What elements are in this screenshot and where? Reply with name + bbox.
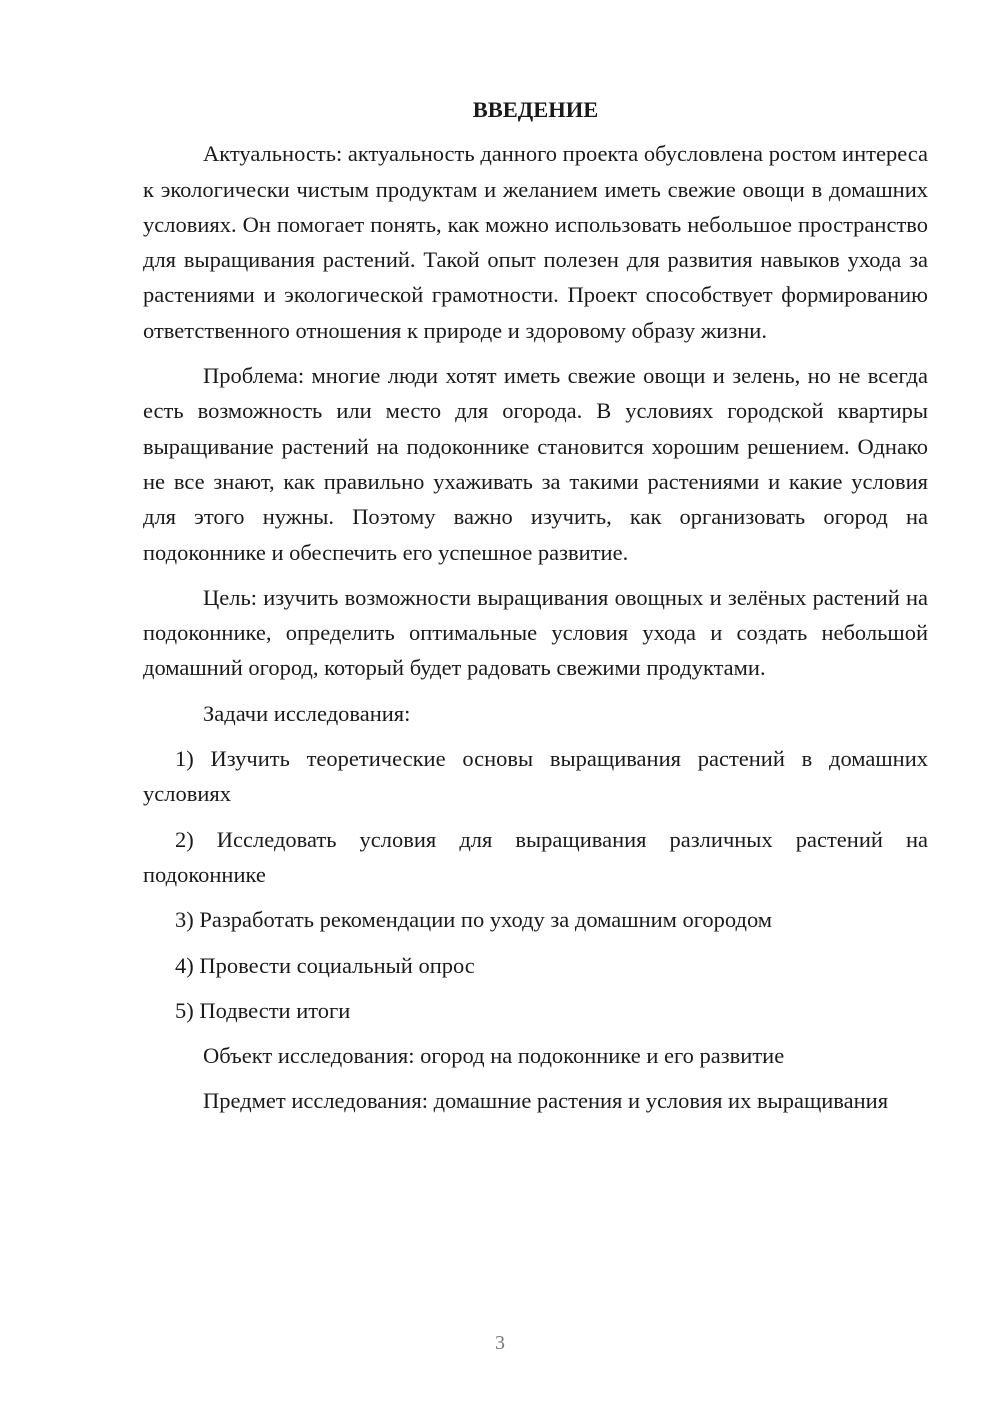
section-title: ВВЕДЕНИЕ <box>472 97 599 122</box>
page-number: 3 <box>495 1332 505 1354</box>
relevance-paragraph: Актуальность: актуальность данного проекта обусловлена ростом интереса к экологически чистым продуктам и желанием иметь свежие овощи в домашних условиях. Он помогает понять, как можно использовать небольшое пространство для выращивания растений. Такой опыт полезен для развития навыков ухода за растениями и экологической грамотности. Проект способствует формированию ответственного отношения к природе и здоровому образу жизни. <box>143 141 928 343</box>
document-page <box>143 92 928 1129</box>
task-item: 5) Подвести итоги <box>175 997 351 1023</box>
task-item: 1) Изучить теоретические основы выращивания растений в домашних условиях <box>143 746 928 807</box>
task-item: 3) Разработать рекомендации по уходу за домашним огородом <box>175 907 773 933</box>
task-item: 4) Провести социальный опрос <box>175 952 475 978</box>
goal-paragraph: Цель: изучить возможности выращивания овощных и зелёных растений на подоконнике, определить оптимальные условия ухода и создать небольшой домашний огород, который будет радовать свежими продуктами. <box>143 584 928 681</box>
tasks-heading: Задачи исследования: <box>203 700 411 726</box>
task-item: 2) Исследовать условия для выращивания различных растений на подоконнике <box>143 826 928 887</box>
object-paragraph: Объект исследования: огород на подоконнике и его развитие <box>203 1043 785 1069</box>
problem-paragraph: Проблема: многие люди хотят иметь свежие овощи и зелень, но не всегда есть возможность или место для огорода. В условиях городской квартиры выращивание растений на подоконнике становится хорошим решением. Однако не все знают, как правильно ухаживать за такими растениями и какие условия для этого нужны. Поэтому важно изучить, как организовать огород на подоконнике и обеспечить его успешное развитие. <box>143 363 928 565</box>
subject-paragraph: Предмет исследования: домашние растения и условия их выращивания <box>203 1088 889 1114</box>
